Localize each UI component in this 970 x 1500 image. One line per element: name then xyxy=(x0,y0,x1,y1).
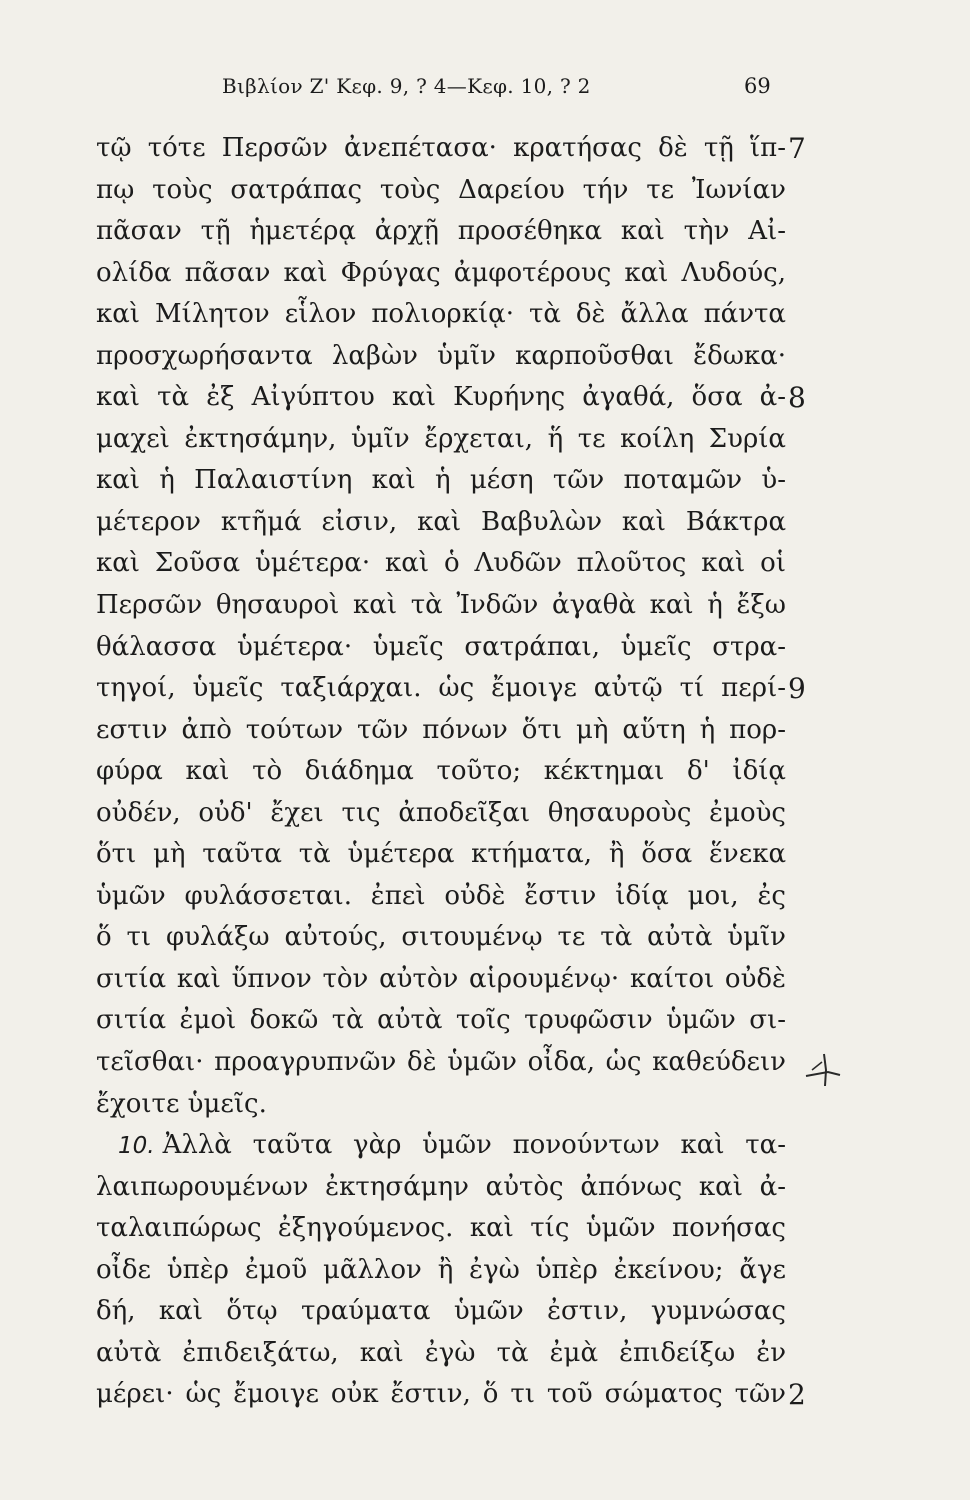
text-line: ὅ τι φυλάξω αὐτούς, σιτουμένῳ τε τὰ αὐτὰ ὑμῖν xyxy=(96,922,786,953)
text-line: ταλαιπώρως ἐξηγούμενος. καὶ τίς ὑμῶν πονήσας xyxy=(96,1213,786,1244)
pencil-cross-mark-icon xyxy=(804,1050,842,1090)
text-line: Ἀλλὰ ταῦτα γὰρ ὑμῶν πονούντων καὶ τα- xyxy=(162,1130,786,1161)
text-line: καὶ ἡ Παλαιστίνη καὶ ἡ μέση τῶν ποταμῶν ὑ- xyxy=(96,465,786,496)
text-line: σιτία καὶ ὕπνον τὸν αὐτὸν αἱρουμένῳ· καίτοι οὐδὲ xyxy=(96,963,786,994)
text-line: τηγοί, ὑμεῖς ταξιάρχαι. ὡς ἔμοιγε αὐτῷ τί περί- xyxy=(96,673,786,704)
text-line: λαιπωρουμένων ἐκτησάμην αὐτὸς ἀπόνως καὶ ἀ- xyxy=(96,1171,786,1202)
text-line: τεῖσθαι· προαγρυπνῶν δὲ ὑμῶν οἶδα, ὡς καθεύδειν xyxy=(96,1047,786,1078)
text-line: ὅτι μὴ ταῦτα τὰ ὑμέτερα κτήματα, ἢ ὅσα ἕνεκα xyxy=(96,839,786,870)
margin-section-number: 2 xyxy=(788,1378,806,1411)
text-line: ολίδα πᾶσαν καὶ Φρύγας ἀμφοτέρους καὶ Λυδούς, xyxy=(96,257,786,288)
text-line: πῳ τοὺς σατράπας τοὺς Δαρείου τήν τε Ἰωνίαν xyxy=(96,174,786,205)
margin-section-number: 8 xyxy=(788,381,806,414)
chapter-number: 10. xyxy=(118,1133,155,1160)
text-line: θάλασσα ὑμέτερα· ὑμεῖς σατράπαι, ὑμεῖς στρα- xyxy=(96,631,786,662)
text-line: μαχεὶ ἐκτησάμην, ὑμῖν ἔρχεται, ἥ τε κοίλη Συρία xyxy=(96,423,786,454)
text-line: δή, καὶ ὅτῳ τραύματα ὑμῶν ἐστιν, γυμνώσας xyxy=(96,1296,786,1327)
text-line: πᾶσαν τῇ ἡμετέρᾳ ἀρχῇ προσέθηκα καὶ τὴν Αἰ- xyxy=(96,216,786,247)
margin-section-number: 7 xyxy=(788,132,806,165)
text-line: οὐδέν, οὐδ' ἔχει τις ἀποδεῖξαι θησαυροὺς ἐμοὺς xyxy=(96,797,786,828)
text-line: καὶ Σοῦσα ὑμέτερα· καὶ ὁ Λυδῶν πλοῦτος καὶ οἱ xyxy=(96,548,786,579)
text-line: αὐτὰ ἐπιδειξάτω, καὶ ἐγὼ τὰ ἐμὰ ἐπιδείξω ἐν xyxy=(96,1337,786,1368)
text-line: καὶ Μίλητον εἷλον πολιορκίᾳ· τὰ δὲ ἄλλα πάντα xyxy=(96,299,786,330)
text-line: ἔχοιτε ὑμεῖς. xyxy=(96,1088,267,1119)
text-line: οἶδε ὑπὲρ ἐμοῦ μᾶλλον ἢ ἐγὼ ὑπὲρ ἐκείνου; ἄγε xyxy=(96,1254,786,1285)
page-number: 69 xyxy=(744,74,771,98)
text-line: μέρει· ὡς ἔμοιγε οὐκ ἔστιν, ὅ τι τοῦ σώματος τῶν xyxy=(96,1379,786,1410)
text-line: ὑμῶν φυλάσσεται. ἐπεὶ οὐδὲ ἔστιν ἰδίᾳ μοι, ἐς xyxy=(96,880,786,911)
chapter-opening-line xyxy=(96,1125,786,1167)
margin-section-number: 9 xyxy=(788,672,806,705)
text-line: προσχωρήσαντα λαβὼν ὑμῖν καρποῦσθαι ἔδωκα· xyxy=(96,340,786,371)
text-line: μέτερον κτῆμά εἰσιν, καὶ Βαβυλὼν καὶ Βάκτρα xyxy=(96,506,786,537)
running-head-title: Βιβλίον Ζ' Κεφ. 9, ? 4—Κεφ. 10, ? 2 xyxy=(222,74,591,98)
text-line: φύρα καὶ τὸ διάδημα τοῦτο; κέκτημαι δ' ἰδίᾳ xyxy=(96,756,786,787)
running-head xyxy=(0,74,970,104)
text-line: τῷ τότε Περσῶν ἀνεπέτασα· κρατήσας δὲ τῇ ἵπ- xyxy=(96,133,786,163)
greek-text-body xyxy=(96,128,786,1416)
text-line: καὶ τὰ ἐξ Αἰγύπτου καὶ Κυρήνης ἀγαθά, ὅσα ἀ- xyxy=(96,382,786,413)
text-line: εστιν ἀπὸ τούτων τῶν πόνων ὅτι μὴ αὕτη ἡ πορ- xyxy=(96,714,786,745)
text-line: σιτία ἐμοὶ δοκῶ τὰ αὐτὰ τοῖς τρυφῶσιν ὑμῶν σι- xyxy=(96,1005,786,1036)
text-line: Περσῶν θησαυροὶ καὶ τὰ Ἰνδῶν ἀγαθὰ καὶ ἡ ἔξω xyxy=(96,590,786,621)
